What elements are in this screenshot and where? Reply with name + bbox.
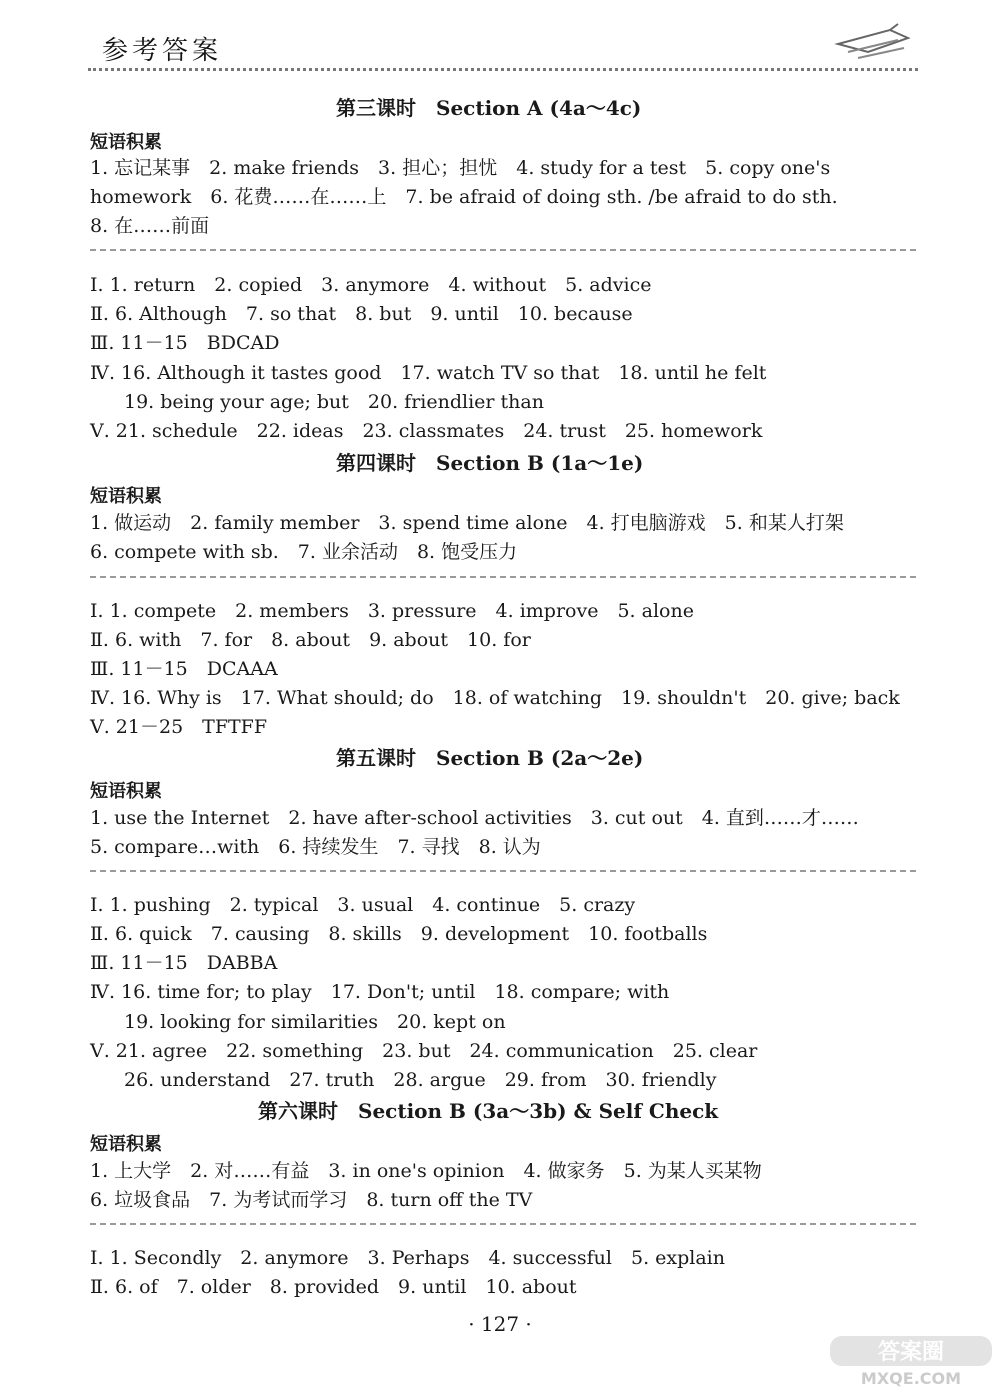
page-header: [88, 22, 918, 72]
header-title: 参考答案: [102, 36, 223, 66]
answer-line: Ⅱ. 6. of 7. older 8. provided 9. until 10. about: [90, 1276, 577, 1298]
phrases-subheading: 短语积累: [90, 486, 162, 507]
section-heading: 第三课时 Section A (4a～4c): [336, 96, 642, 120]
answer-line: Ⅱ. 6. with 7. for 8. about 9. about 10. for: [90, 629, 531, 651]
answer-line: Ⅱ. 6. Although 7. so that 8. but 9. until 10. because: [90, 303, 633, 325]
answer-line: 19. looking for similarities 20. kept on: [124, 1011, 506, 1033]
answer-line: Ⅴ. 21. schedule 22. ideas 23. classmates 24. trust 25. homework: [90, 420, 763, 442]
answer-line: Ⅳ. 16. time for; to play 17. Don't; until 18. compare; with: [90, 981, 670, 1003]
section-heading: 第四课时 Section B (1a～1e): [336, 451, 644, 475]
separator: [90, 870, 916, 872]
section-heading: 第五课时 Section B (2a～2e): [336, 746, 644, 770]
phrase-line: homework 6. 花费……在……上 7. be afraid of doing sth. /be afraid to do sth.: [90, 186, 838, 208]
separator: [90, 1223, 916, 1225]
answer-line: Ⅲ. 11－15 DABBA: [90, 952, 278, 974]
separator: [90, 576, 916, 578]
header-rule: [88, 68, 918, 71]
phrase-line: 1. 做运动 2. family member 3. spend time alone 4. 打电脑游戏 5. 和某人打架: [90, 512, 844, 534]
phrase-line: 6. 垃圾食品 7. 为考试而学习 8. turn off the TV: [90, 1189, 533, 1211]
phrases-subheading: 短语积累: [90, 1134, 162, 1155]
separator: [90, 249, 916, 251]
phrase-line: 1. use the Internet 2. have after-school activities 3. cut out 4. 直到……才……: [90, 807, 859, 829]
answer-line: Ⅰ. 1. Secondly 2. anymore 3. Perhaps 4. successful 5. explain: [90, 1247, 725, 1269]
answer-line: Ⅴ. 21. agree 22. something 23. but 24. communication 25. clear: [90, 1040, 758, 1062]
phrase-line: 6. compete with sb. 7. 业余活动 8. 饱受压力: [90, 541, 518, 563]
answer-line: Ⅰ. 1. return 2. copied 3. anymore 4. without 5. advice: [90, 274, 652, 296]
answer-line: Ⅴ. 21－25 TFTFF: [90, 716, 268, 738]
watermark-logo: [826, 1332, 996, 1388]
answer-line: Ⅰ. 1. pushing 2. typical 3. usual 4. continue 5. crazy: [90, 894, 636, 916]
phrase-line: 5. compare…with 6. 持续发生 7. 寻找 8. 认为: [90, 836, 541, 858]
watermark-top-text: 答案圈: [877, 1340, 945, 1365]
phrase-line: 1. 忘记某事 2. make friends 3. 担心；担忧 4. study for a test 5. copy one's: [90, 157, 831, 179]
answer-line: 26. understand 27. truth 28. argue 29. from 30. friendly: [124, 1069, 717, 1091]
phrases-subheading: 短语积累: [90, 132, 162, 153]
answer-line: Ⅰ. 1. compete 2. members 3. pressure 4. improve 5. alone: [90, 600, 694, 622]
section-heading: 第六课时 Section B (3a～3b) & Self Check: [258, 1099, 719, 1123]
answer-line: Ⅲ. 11－15 DCAAA: [90, 658, 278, 680]
answer-line: Ⅱ. 6. quick 7. causing 8. skills 9. development 10. footballs: [90, 923, 708, 945]
answer-line: Ⅲ. 11－15 BDCAD: [90, 332, 280, 354]
page-number: · 127 ·: [468, 1312, 532, 1336]
phrases-subheading: 短语积累: [90, 781, 162, 802]
phrase-line: 1. 上大学 2. 对……有益 3. in one's opinion 4. 做家务 5. 为某人买某物: [90, 1160, 762, 1182]
answer-line: Ⅳ. 16. Why is 17. What should; do 18. of watching 19. shouldn't 20. give; back: [90, 687, 900, 709]
phrase-line: 8. 在……前面: [90, 215, 210, 237]
answer-line: Ⅳ. 16. Although it tastes good 17. watch TV so that 18. until he felt: [90, 362, 767, 384]
answer-line: 19. being your age; but 20. friendlier than: [124, 391, 544, 413]
watermark-bottom-text: MXQE.COM: [860, 1369, 962, 1388]
header-pen-logo-icon: [828, 22, 918, 67]
